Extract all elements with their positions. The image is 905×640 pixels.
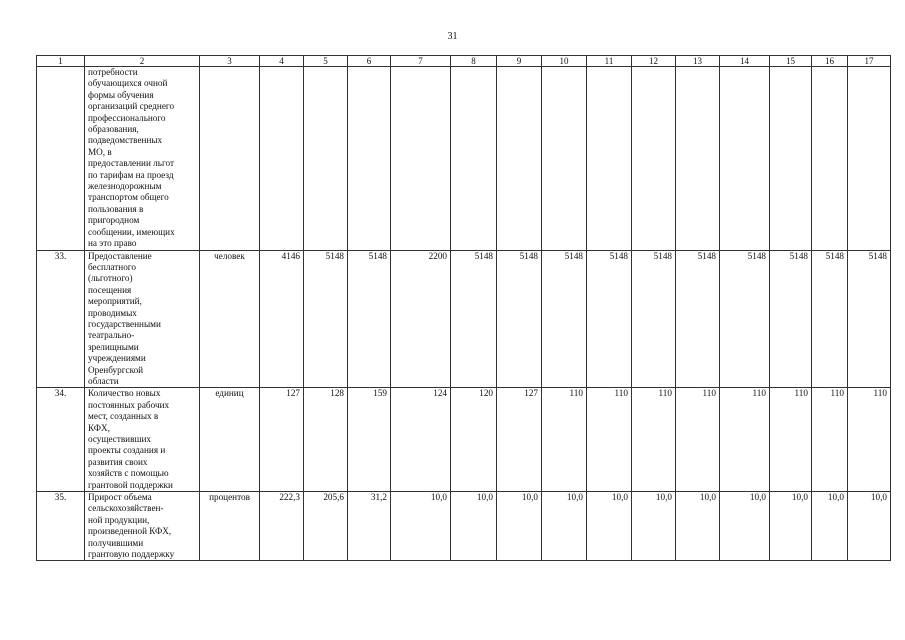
- unit-cell: процентов: [200, 492, 260, 561]
- description-line: зрелищными: [88, 341, 139, 352]
- description-line: осуществивших: [88, 434, 152, 444]
- description-line: развития своих: [88, 456, 148, 467]
- column-header: 5: [304, 56, 348, 67]
- value-cell: 110: [720, 388, 770, 492]
- column-header: 7: [391, 56, 451, 67]
- description-line: профессионального: [88, 112, 166, 123]
- column-header: 13: [676, 56, 720, 67]
- value-cell: [260, 67, 304, 251]
- row-number-cell: [37, 67, 85, 251]
- value-cell: 128: [304, 388, 348, 492]
- column-header: 14: [720, 56, 770, 67]
- value-cell: 120: [451, 388, 497, 492]
- description-line: области: [88, 375, 119, 386]
- value-cell: 159: [348, 388, 391, 492]
- indicators-table: [36, 55, 891, 561]
- column-header: 17: [848, 56, 891, 67]
- description-line: постоянных рабочих: [88, 399, 170, 410]
- column-header: 10: [542, 56, 587, 67]
- column-header: 9: [497, 56, 542, 67]
- value-cell: 5148: [348, 250, 391, 388]
- header-row: [37, 56, 891, 67]
- description-line: сельскохозяйствен-: [88, 503, 164, 514]
- description-line: пользования в: [88, 203, 144, 214]
- value-cell: 5148: [542, 250, 587, 388]
- value-cell: [587, 67, 632, 251]
- description-line: (льготного): [88, 273, 133, 284]
- description-line: подведомственных: [88, 135, 163, 146]
- description-line: Оренбургской: [88, 364, 144, 375]
- description-line: организаций среднего: [88, 101, 175, 112]
- value-cell: 205,6: [304, 492, 348, 561]
- indicator-description-cell: [85, 388, 200, 492]
- column-header: 4: [260, 56, 304, 67]
- column-header: 12: [632, 56, 676, 67]
- value-cell: 127: [260, 388, 304, 492]
- value-cell: [497, 67, 542, 251]
- table-row: [37, 67, 891, 251]
- description-line: грантовую поддержку: [88, 549, 175, 560]
- description-line: получившими: [88, 537, 144, 548]
- value-cell: 10,0: [451, 492, 497, 561]
- description-line: сообщении, имеющих: [88, 226, 175, 237]
- page-number: 31: [447, 31, 458, 42]
- value-cell: 5148: [676, 250, 720, 388]
- description-line: по тарифам на проезд: [88, 169, 174, 180]
- value-cell: 127: [497, 388, 542, 492]
- value-cell: 10,0: [720, 492, 770, 561]
- value-cell: 5148: [770, 250, 812, 388]
- description-line: бесплатного: [88, 261, 136, 272]
- value-cell: [451, 67, 497, 251]
- value-cell: [812, 67, 848, 251]
- value-cell: 5148: [451, 250, 497, 388]
- value-cell: 10,0: [587, 492, 632, 561]
- description-line: мероприятий,: [88, 296, 142, 307]
- description-line: ной продукции,: [88, 514, 150, 525]
- description-line: формы обучения: [88, 89, 154, 100]
- value-cell: 110: [632, 388, 676, 492]
- value-cell: [542, 67, 587, 251]
- value-cell: [720, 67, 770, 251]
- value-cell: 5148: [720, 250, 770, 388]
- table-row: [37, 492, 891, 561]
- description-line: грантовой поддержки: [88, 479, 173, 490]
- description-line: МО, в: [88, 146, 112, 157]
- value-cell: 5148: [632, 250, 676, 388]
- description-line: на это право: [88, 238, 137, 249]
- description-line: транспортом общего: [88, 192, 169, 203]
- value-cell: 4146: [260, 250, 304, 388]
- value-cell: 222,3: [260, 492, 304, 561]
- description-line: железнодорожным: [88, 181, 162, 192]
- value-cell: 110: [812, 388, 848, 492]
- description-line: Предоставление: [88, 250, 152, 261]
- description-line: государственными: [88, 318, 161, 329]
- value-cell: [676, 67, 720, 251]
- description-line: обучающихся очной: [88, 78, 168, 89]
- value-cell: 31,2: [348, 492, 391, 561]
- value-cell: [848, 67, 891, 251]
- description-line: Количество новых: [88, 388, 161, 399]
- description-line: потребности: [88, 67, 138, 77]
- value-cell: 124: [391, 388, 451, 492]
- description-line: проекты создания и: [88, 445, 166, 456]
- column-header: 6: [348, 56, 391, 67]
- value-cell: 5148: [812, 250, 848, 388]
- indicator-description-cell: [85, 250, 200, 388]
- value-cell: [304, 67, 348, 251]
- unit-cell: [200, 67, 260, 251]
- description-line: Прирост объема: [88, 492, 152, 503]
- value-cell: 5148: [497, 250, 542, 388]
- description-line: образования,: [88, 124, 139, 135]
- value-cell: 10,0: [497, 492, 542, 561]
- description-line: мест, созданных в: [88, 411, 159, 422]
- indicator-description-cell: [85, 67, 200, 251]
- value-cell: 10,0: [676, 492, 720, 561]
- description-line: произведенной КФХ,: [88, 526, 172, 537]
- description-line: посещения: [88, 284, 132, 295]
- value-cell: 10,0: [770, 492, 812, 561]
- description-line: КФХ,: [88, 422, 110, 433]
- value-cell: [391, 67, 451, 251]
- value-cell: 110: [676, 388, 720, 492]
- unit-cell: человек: [200, 250, 260, 388]
- value-cell: [348, 67, 391, 251]
- indicator-description-cell: [85, 492, 200, 561]
- value-cell: 10,0: [848, 492, 891, 561]
- value-cell: 110: [770, 388, 812, 492]
- value-cell: 5148: [304, 250, 348, 388]
- value-cell: 110: [587, 388, 632, 492]
- value-cell: 110: [848, 388, 891, 492]
- value-cell: [632, 67, 676, 251]
- description-line: учреждениями: [88, 353, 146, 364]
- value-cell: 5148: [587, 250, 632, 388]
- column-header: 3: [200, 56, 260, 67]
- description-line: театрально-: [88, 330, 135, 341]
- row-number-cell: 33.: [37, 250, 85, 388]
- table-body: [37, 67, 891, 561]
- value-cell: 110: [542, 388, 587, 492]
- description-line: предоставлении льгот: [88, 158, 174, 169]
- description-line: хозяйств с помощью: [88, 468, 169, 479]
- table-row: [37, 388, 891, 492]
- unit-cell: единиц: [200, 388, 260, 492]
- column-header: 1: [37, 56, 85, 67]
- column-header: 11: [587, 56, 632, 67]
- description-line: пригородном: [88, 215, 140, 226]
- column-header: 16: [812, 56, 848, 67]
- value-cell: 10,0: [391, 492, 451, 561]
- value-cell: [770, 67, 812, 251]
- description-line: проводимых: [88, 307, 137, 318]
- column-header: 15: [770, 56, 812, 67]
- value-cell: 2200: [391, 250, 451, 388]
- table-row: [37, 250, 891, 388]
- row-number-cell: 35.: [37, 492, 85, 561]
- column-header: 2: [85, 56, 200, 67]
- value-cell: 10,0: [632, 492, 676, 561]
- value-cell: 10,0: [542, 492, 587, 561]
- value-cell: 10,0: [812, 492, 848, 561]
- column-header: 8: [451, 56, 497, 67]
- row-number-cell: 34.: [37, 388, 85, 492]
- value-cell: 5148: [848, 250, 891, 388]
